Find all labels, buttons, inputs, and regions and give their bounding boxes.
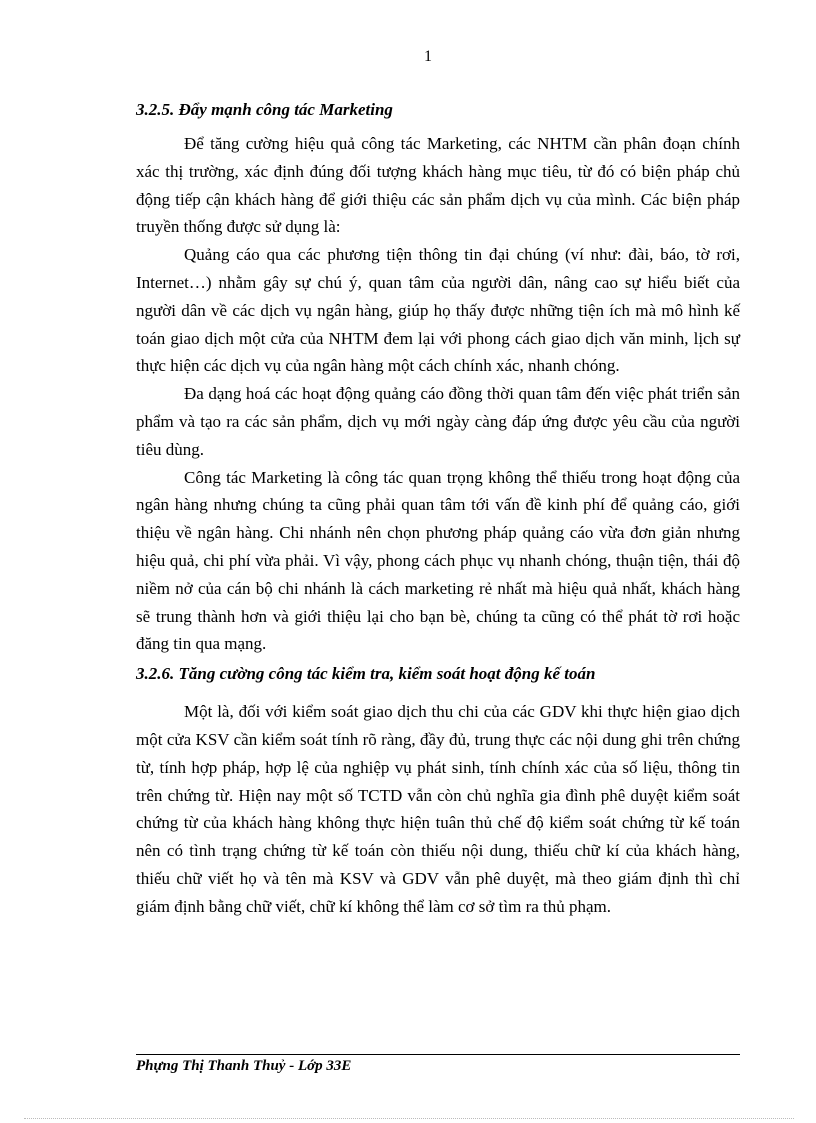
section-heading-marketing: 3.2.5. Đẩy mạnh công tác Marketing [136, 100, 393, 119]
paragraph: Một là, đối với kiểm soát giao dịch thu chi của các GDV khi thực hiện giao dịch một cửa KSV cần kiểm soát tính rõ ràng, đầy đủ, trung thực các nội dung ghi trên chứng từ, tính hợp pháp, hợp lệ của nghiệp vụ phát sinh, tính chính xác của số liệu, thông tin trên chứng từ. Hiện nay một số TCTD vẫn còn chủ nghĩa gia đình phê duyệt kiểm soát chứng từ của khách hàng không thực hiện tuân thủ chế độ kiểm soát chứng từ kế toán nên có tình trạng chứng từ kế toán còn thiếu nội dung, thiếu chữ kí của khách hàng, thiếu chữ viết họ và tên mà KSV và GDV vẫn phê duyệt, mà theo giám định thì chỉ giám định bằng chữ viết, chữ kí không thể làm cơ sở tìm ra thủ phạm. [136, 702, 740, 916]
paragraph: Để tăng cường hiệu quả công tác Marketing, các NHTM cần phân đoạn chính xác thị trường, xác định đúng đối tượng khách hàng mục tiêu, từ đó có biện pháp chủ động tiếp cận khách hàng để giới thiệu các sản phẩm dịch vụ của mình. Các biện pháp truyền thống được sử dụng là: [136, 134, 740, 237]
footer-author-class: Phựng Thị Thanh Thuỷ - Lớp 33E [136, 1058, 352, 1074]
document-body [136, 96, 740, 921]
section-heading-audit-control: 3.2.6. Tăng cường công tác kiểm tra, kiểm soát hoạt động kế toán [136, 664, 596, 684]
paragraph: Đa dạng hoá các hoạt động quảng cáo đồng thời quan tâm đến việc phát triển sản phẩm và tạo ra các sản phẩm, dịch vụ mới ngày càng đáp ứng được yêu cầu của người tiêu dùng. [136, 384, 740, 459]
paragraph: Công tác Marketing là công tác quan trọng không thể thiếu trong hoạt động của ngân hàng nhưng chúng ta cũng phải quan tâm tới vấn đề kinh phí để quảng cáo, giới thiệu về ngân hàng. Chi nhánh nên chọn phương pháp quảng cáo vừa đơn giản nhưng hiệu quả, chi phí vừa phải. Vì vậy, phong cách phục vụ nhanh chóng, thuận tiện, thái độ niềm nở của cán bộ chi nhánh là cách marketing rẻ nhất mà hiệu quả nhất, khách hàng sẽ trung thành hơn và giới thiệu lại cho bạn bè, chúng ta cũng có thể phát tờ rơi hoặc đăng tin qua mạng. [136, 467, 740, 654]
page-number: 1 [424, 48, 432, 65]
paragraph: Quảng cáo qua các phương tiện thông tin đại chúng (ví như: đài, báo, tờ rơi, Internet…) nhằm gây sự chú ý, quan tâm của người dân, nâng cao sự hiểu biết của người dân về các dịch vụ ngân hàng, giúp họ thấy được những tiện ích mà mô hình kế toán giao dịch một cửa của NHTM đem lại với phong cách giao dịch văn minh, lịch sự thực hiện các dịch vụ của ngân hàng một cách chính xác, nhanh chóng. [136, 245, 740, 376]
footer-divider [136, 1054, 740, 1055]
page-bottom-border [24, 1118, 794, 1119]
